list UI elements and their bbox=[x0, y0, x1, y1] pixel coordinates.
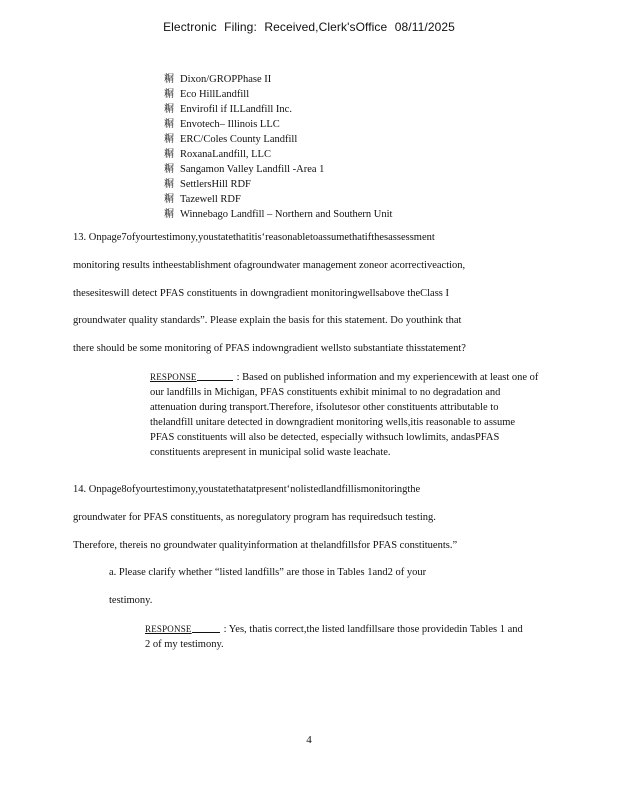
landfill-name: RoxanaLandfill, LLC bbox=[180, 149, 271, 160]
list-item bbox=[164, 162, 392, 177]
response-underline bbox=[192, 632, 220, 633]
bullet-icon: 糏 bbox=[164, 209, 174, 220]
response-13 bbox=[150, 370, 542, 460]
list-item bbox=[164, 192, 392, 207]
bullet-icon: 糏 bbox=[164, 89, 174, 100]
landfill-name: Dixon/GROPPhase II bbox=[180, 74, 272, 85]
list-item bbox=[164, 207, 392, 222]
question-14a-line: a. Please clarify whether “listed landfills” are those in Tables 1and2 of your bbox=[109, 567, 427, 578]
page-number: 4 bbox=[306, 734, 312, 746]
list-item bbox=[164, 102, 392, 117]
list-item bbox=[164, 117, 392, 132]
question-14-line: 14. Onpage8ofyourtestimony,youstatethatatpresent‘nolistedlandfillismonitoringthe bbox=[73, 484, 421, 495]
filing-header: Electronic Filing: Received,Clerk'sOffice 08/11/2025 bbox=[163, 20, 455, 34]
bullet-icon: 糏 bbox=[164, 149, 174, 160]
list-item bbox=[164, 147, 392, 162]
landfill-list bbox=[164, 72, 392, 222]
response-label: RESPONSE bbox=[145, 624, 192, 634]
question-13-line: monitoring results intheestablishment ofagroundwater management zoneor acorrectiveaction, bbox=[73, 260, 466, 271]
list-item bbox=[164, 177, 392, 192]
landfill-name: ERC/Coles County Landfill bbox=[180, 134, 298, 145]
question-13-line: 13. Onpage7ofyourtestimony,youstatethatitis‘reasonabletoassumethatifthesassessment bbox=[73, 232, 435, 243]
bullet-icon: 糏 bbox=[164, 194, 174, 205]
response-14a bbox=[145, 622, 525, 652]
landfill-name: Eco HillLandfill bbox=[180, 89, 250, 100]
question-14-line: Therefore, thereis no groundwater qualityinformation at thelandfillsfor PFAS constituents.” bbox=[73, 540, 458, 551]
landfill-name: Tazewell RDF bbox=[180, 194, 241, 205]
response-text: : Based on published information and my experiencewith at least one of our landfills in Michigan, PFAS constituents exhibit minimal to no degradation and attenuation during transport.Therefore, ifsolutesor other constituents attributable to thelandfill unitare detected in downgradient monitoring wells,itis reasonable to assume PFAS constituents will also be detected, especially withsuch lowlimits, andasPFAS constituents arepresent in municipal solid waste leachate. bbox=[150, 372, 539, 458]
bullet-icon: 糏 bbox=[164, 164, 174, 175]
list-item bbox=[164, 132, 392, 147]
response-underline bbox=[197, 380, 233, 381]
response-label: RESPONSE bbox=[150, 372, 197, 382]
response-text: : Yes, thatis correct,the listed landfillsare those providedin Tables 1 and 2 of my testimony. bbox=[145, 624, 523, 650]
bullet-icon: 糏 bbox=[164, 74, 174, 85]
list-item bbox=[164, 72, 392, 87]
question-13-line: thesesiteswill detect PFAS constituents in downgradient monitoringwellsabove theClass I bbox=[73, 288, 450, 299]
list-item bbox=[164, 87, 392, 102]
landfill-name: SettlersHill RDF bbox=[180, 179, 251, 190]
landfill-name: Winnebago Landfill – Northern and Southern Unit bbox=[180, 209, 393, 220]
question-13-line: there should be some monitoring of PFAS indowngradient wellsto substantiate thisstatement? bbox=[73, 343, 466, 354]
question-13-line: groundwater quality standards”. Please explain the basis for this statement. Do youthink that bbox=[73, 315, 462, 326]
question-14-line: groundwater for PFAS constituents, as noregulatory program has requiredsuch testing. bbox=[73, 512, 436, 523]
bullet-icon: 糏 bbox=[164, 104, 174, 115]
bullet-icon: 糏 bbox=[164, 134, 174, 145]
bullet-icon: 糏 bbox=[164, 179, 174, 190]
landfill-name: Envirofil if ILLandfill Inc. bbox=[180, 104, 292, 115]
landfill-name: Envotech– Illinois LLC bbox=[180, 119, 280, 130]
landfill-name: Sangamon Valley Landfill -Area 1 bbox=[180, 164, 325, 175]
question-14a-line: testimony. bbox=[109, 595, 153, 606]
bullet-icon: 糏 bbox=[164, 119, 174, 130]
